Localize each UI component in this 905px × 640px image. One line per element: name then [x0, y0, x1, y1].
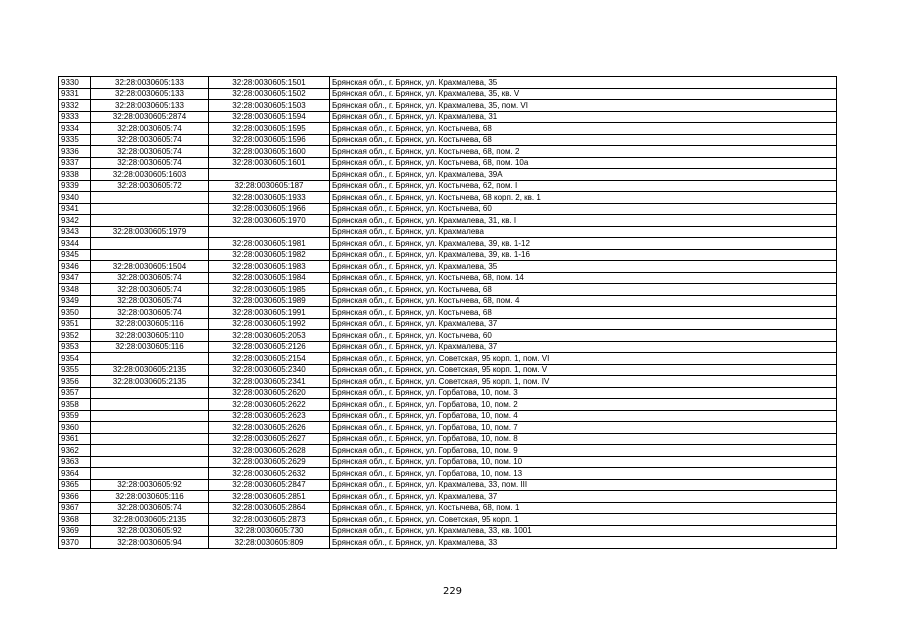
table-row	[59, 272, 837, 284]
cell-parent-cadastral-number: 32:28:0030605:116	[91, 318, 209, 330]
cell-address: Брянская обл., г. Брянск, ул. Костычева, 68	[330, 134, 837, 146]
table-row	[59, 238, 837, 250]
table-row	[59, 146, 837, 158]
cell-cadastral-number: 32:28:0030605:187	[209, 180, 330, 192]
cell-parent-cadastral-number	[91, 215, 209, 227]
cell-address: Брянская обл., г. Брянск, ул. Костычева, 68	[330, 307, 837, 319]
cell-row-number: 9335	[59, 134, 91, 146]
cell-row-number: 9369	[59, 525, 91, 537]
cell-cadastral-number: 32:28:0030605:1970	[209, 215, 330, 227]
cell-cadastral-number: 32:28:0030605:1596	[209, 134, 330, 146]
cell-address: Брянская обл., г. Брянск, ул. Крахмалева, 39, кв. 1-16	[330, 249, 837, 261]
cell-address: Брянская обл., г. Брянск, ул. Горбатова, 10, пом. 4	[330, 410, 837, 422]
cell-cadastral-number: 32:28:0030605:2622	[209, 399, 330, 411]
cell-cadastral-number: 32:28:0030605:2873	[209, 514, 330, 526]
cell-cadastral-number: 32:28:0030605:1966	[209, 203, 330, 215]
cell-cadastral-number: 32:28:0030605:1601	[209, 157, 330, 169]
cell-parent-cadastral-number	[91, 410, 209, 422]
cell-address: Брянская обл., г. Брянск, ул. Костычева, 60	[330, 203, 837, 215]
cell-address: Брянская обл., г. Брянск, ул. Крахмалева, 39А	[330, 169, 837, 181]
cell-cadastral-number: 32:28:0030605:2623	[209, 410, 330, 422]
cell-cadastral-number: 32:28:0030605:2154	[209, 353, 330, 365]
cell-address: Брянская обл., г. Брянск, ул. Крахмалева, 35	[330, 77, 837, 89]
cell-cadastral-number: 32:28:0030605:2126	[209, 341, 330, 353]
cell-row-number: 9330	[59, 77, 91, 89]
table-row	[59, 169, 837, 181]
table-row	[59, 445, 837, 457]
cell-address: Брянская обл., г. Брянск, ул. Горбатова, 10, пом. 9	[330, 445, 837, 457]
cell-row-number: 9359	[59, 410, 91, 422]
cell-cadastral-number	[209, 169, 330, 181]
cell-parent-cadastral-number	[91, 433, 209, 445]
cell-parent-cadastral-number: 32:28:0030605:1603	[91, 169, 209, 181]
cell-cadastral-number: 32:28:0030605:2628	[209, 445, 330, 457]
table-row	[59, 100, 837, 112]
cell-parent-cadastral-number: 32:28:0030605:74	[91, 146, 209, 158]
cell-row-number: 9350	[59, 307, 91, 319]
registry-table	[58, 76, 837, 549]
cell-parent-cadastral-number: 32:28:0030605:2135	[91, 514, 209, 526]
cell-row-number: 9341	[59, 203, 91, 215]
cell-parent-cadastral-number: 32:28:0030605:2874	[91, 111, 209, 123]
table-row	[59, 261, 837, 273]
cell-cadastral-number: 32:28:0030605:1600	[209, 146, 330, 158]
cell-row-number: 9362	[59, 445, 91, 457]
cell-row-number: 9349	[59, 295, 91, 307]
cell-parent-cadastral-number: 32:28:0030605:94	[91, 537, 209, 549]
cell-cadastral-number: 32:28:0030605:2847	[209, 479, 330, 491]
cell-row-number: 9333	[59, 111, 91, 123]
cell-cadastral-number: 32:28:0030605:730	[209, 525, 330, 537]
table-row	[59, 479, 837, 491]
cell-row-number: 9368	[59, 514, 91, 526]
table-row	[59, 203, 837, 215]
page-number: 229	[442, 586, 463, 597]
table-row	[59, 387, 837, 399]
cell-cadastral-number: 32:28:0030605:1991	[209, 307, 330, 319]
cell-parent-cadastral-number: 32:28:0030605:133	[91, 77, 209, 89]
cell-parent-cadastral-number: 32:28:0030605:116	[91, 491, 209, 503]
cell-address: Брянская обл., г. Брянск, ул. Советская, 95 корп. 1, пом. VI	[330, 353, 837, 365]
cell-row-number: 9339	[59, 180, 91, 192]
cell-address: Брянская обл., г. Брянск, ул. Советская, 95 корп. 1, пом. V	[330, 364, 837, 376]
cell-parent-cadastral-number	[91, 445, 209, 457]
cell-parent-cadastral-number: 32:28:0030605:74	[91, 134, 209, 146]
cell-parent-cadastral-number: 32:28:0030605:2135	[91, 364, 209, 376]
cell-row-number: 9365	[59, 479, 91, 491]
cell-address: Брянская обл., г. Брянск, ул. Костычева, 68, пом. 4	[330, 295, 837, 307]
cell-cadastral-number: 32:28:0030605:1982	[209, 249, 330, 261]
cell-row-number: 9351	[59, 318, 91, 330]
cell-address: Брянская обл., г. Брянск, ул. Костычева, 68, пом. 2	[330, 146, 837, 158]
cell-address: Брянская обл., г. Брянск, ул. Крахмалева, 33	[330, 537, 837, 549]
cell-cadastral-number: 32:28:0030605:1985	[209, 284, 330, 296]
cell-row-number: 9364	[59, 468, 91, 480]
cell-parent-cadastral-number: 32:28:0030605:74	[91, 272, 209, 284]
cell-cadastral-number: 32:28:0030605:1992	[209, 318, 330, 330]
cell-address: Брянская обл., г. Брянск, ул. Костычева, 60	[330, 330, 837, 342]
cell-row-number: 9367	[59, 502, 91, 514]
cell-row-number: 9332	[59, 100, 91, 112]
cell-row-number: 9356	[59, 376, 91, 388]
cell-row-number: 9366	[59, 491, 91, 503]
table-row	[59, 111, 837, 123]
table-row	[59, 514, 837, 526]
table-row	[59, 215, 837, 227]
cell-address: Брянская обл., г. Брянск, ул. Костычева, 68, пом. 1	[330, 502, 837, 514]
cell-cadastral-number: 32:28:0030605:2341	[209, 376, 330, 388]
cell-address: Брянская обл., г. Брянск, ул. Крахмалева, 37	[330, 491, 837, 503]
cell-parent-cadastral-number: 32:28:0030605:74	[91, 502, 209, 514]
cell-parent-cadastral-number: 32:28:0030605:72	[91, 180, 209, 192]
cell-cadastral-number: 32:28:0030605:1933	[209, 192, 330, 204]
cell-address: Брянская обл., г. Брянск, ул. Крахмалева, 33, кв. 1001	[330, 525, 837, 537]
cell-parent-cadastral-number: 32:28:0030605:74	[91, 157, 209, 169]
cell-row-number: 9338	[59, 169, 91, 181]
cell-address: Брянская обл., г. Брянск, ул. Костычева, 68, пом. 10а	[330, 157, 837, 169]
cell-parent-cadastral-number	[91, 387, 209, 399]
cell-parent-cadastral-number: 32:28:0030605:74	[91, 307, 209, 319]
table-row	[59, 249, 837, 261]
table-row	[59, 226, 837, 238]
cell-cadastral-number: 32:28:0030605:1984	[209, 272, 330, 284]
cell-address: Брянская обл., г. Брянск, ул. Крахмалева, 37	[330, 341, 837, 353]
table-row	[59, 410, 837, 422]
registry-table-body	[59, 77, 837, 549]
cell-cadastral-number: 32:28:0030605:2620	[209, 387, 330, 399]
cell-row-number: 9360	[59, 422, 91, 434]
cell-cadastral-number: 32:28:0030605:1981	[209, 238, 330, 250]
table-row	[59, 537, 837, 549]
cell-parent-cadastral-number	[91, 422, 209, 434]
cell-parent-cadastral-number	[91, 468, 209, 480]
cell-row-number: 9344	[59, 238, 91, 250]
cell-parent-cadastral-number: 32:28:0030605:74	[91, 295, 209, 307]
cell-cadastral-number: 32:28:0030605:2053	[209, 330, 330, 342]
cell-address: Брянская обл., г. Брянск, ул. Советская, 95 корп. 1, пом. IV	[330, 376, 837, 388]
cell-row-number: 9354	[59, 353, 91, 365]
cell-cadastral-number: 32:28:0030605:2851	[209, 491, 330, 503]
cell-row-number: 9370	[59, 537, 91, 549]
cell-cadastral-number	[209, 226, 330, 238]
cell-cadastral-number: 32:28:0030605:2632	[209, 468, 330, 480]
cell-address: Брянская обл., г. Брянск, ул. Крахмалева, 35, кв. V	[330, 88, 837, 100]
cell-row-number: 9346	[59, 261, 91, 273]
cell-address: Брянская обл., г. Брянск, ул. Крахмалева	[330, 226, 837, 238]
table-row	[59, 318, 837, 330]
cell-parent-cadastral-number: 32:28:0030605:74	[91, 123, 209, 135]
cell-cadastral-number: 32:28:0030605:1595	[209, 123, 330, 135]
table-row	[59, 353, 837, 365]
table-row	[59, 284, 837, 296]
cell-address: Брянская обл., г. Брянск, ул. Крахмалева, 35	[330, 261, 837, 273]
table-row	[59, 134, 837, 146]
cell-address: Брянская обл., г. Брянск, ул. Костычева, 62, пом. I	[330, 180, 837, 192]
table-row	[59, 77, 837, 89]
cell-parent-cadastral-number: 32:28:0030605:110	[91, 330, 209, 342]
cell-row-number: 9336	[59, 146, 91, 158]
cell-row-number: 9348	[59, 284, 91, 296]
cell-parent-cadastral-number: 32:28:0030605:1979	[91, 226, 209, 238]
cell-row-number: 9334	[59, 123, 91, 135]
cell-address: Брянская обл., г. Брянск, ул. Горбатова, 10, пом. 2	[330, 399, 837, 411]
cell-address: Брянская обл., г. Брянск, ул. Горбатова, 10, пом. 13	[330, 468, 837, 480]
cell-parent-cadastral-number	[91, 249, 209, 261]
table-row	[59, 364, 837, 376]
cell-row-number: 9345	[59, 249, 91, 261]
cell-row-number: 9355	[59, 364, 91, 376]
cell-parent-cadastral-number: 32:28:0030605:92	[91, 479, 209, 491]
cell-parent-cadastral-number: 32:28:0030605:2135	[91, 376, 209, 388]
cell-row-number: 9361	[59, 433, 91, 445]
cell-address: Брянская обл., г. Брянск, ул. Советская, 95 корп. 1	[330, 514, 837, 526]
cell-cadastral-number: 32:28:0030605:1983	[209, 261, 330, 273]
table-row	[59, 157, 837, 169]
table-row	[59, 456, 837, 468]
table-row	[59, 468, 837, 480]
cell-address: Брянская обл., г. Брянск, ул. Горбатова, 10, пом. 10	[330, 456, 837, 468]
table-row	[59, 123, 837, 135]
table-row	[59, 192, 837, 204]
cell-parent-cadastral-number: 32:28:0030605:1504	[91, 261, 209, 273]
cell-address: Брянская обл., г. Брянск, ул. Костычева, 68, пом. 14	[330, 272, 837, 284]
cell-address: Брянская обл., г. Брянск, ул. Костычева, 68	[330, 284, 837, 296]
cell-row-number: 9353	[59, 341, 91, 353]
table-row	[59, 295, 837, 307]
cell-row-number: 9343	[59, 226, 91, 238]
cell-cadastral-number: 32:28:0030605:2864	[209, 502, 330, 514]
cell-address: Брянская обл., г. Брянск, ул. Горбатова, 10, пом. 3	[330, 387, 837, 399]
cell-cadastral-number: 32:28:0030605:809	[209, 537, 330, 549]
cell-cadastral-number: 32:28:0030605:2629	[209, 456, 330, 468]
cell-address: Брянская обл., г. Брянск, ул. Костычева, 68 корп. 2, кв. 1	[330, 192, 837, 204]
cell-address: Брянская обл., г. Брянск, ул. Горбатова, 10, пом. 8	[330, 433, 837, 445]
cell-parent-cadastral-number	[91, 399, 209, 411]
cell-parent-cadastral-number: 32:28:0030605:116	[91, 341, 209, 353]
table-row	[59, 502, 837, 514]
table-row	[59, 330, 837, 342]
table-row	[59, 433, 837, 445]
table-row	[59, 491, 837, 503]
cell-parent-cadastral-number: 32:28:0030605:74	[91, 284, 209, 296]
table-row	[59, 88, 837, 100]
cell-parent-cadastral-number: 32:28:0030605:133	[91, 100, 209, 112]
cell-row-number: 9337	[59, 157, 91, 169]
cell-address: Брянская обл., г. Брянск, ул. Горбатова, 10, пом. 7	[330, 422, 837, 434]
cell-address: Брянская обл., г. Брянск, ул. Крахмалева, 33, пом. III	[330, 479, 837, 491]
cell-row-number: 9342	[59, 215, 91, 227]
cell-parent-cadastral-number	[91, 353, 209, 365]
cell-parent-cadastral-number	[91, 238, 209, 250]
table-row	[59, 422, 837, 434]
table-row	[59, 399, 837, 411]
cell-parent-cadastral-number	[91, 203, 209, 215]
cell-cadastral-number: 32:28:0030605:1503	[209, 100, 330, 112]
table-row	[59, 376, 837, 388]
cell-row-number: 9358	[59, 399, 91, 411]
table-row	[59, 341, 837, 353]
cell-address: Брянская обл., г. Брянск, ул. Крахмалева, 31	[330, 111, 837, 123]
cell-parent-cadastral-number: 32:28:0030605:133	[91, 88, 209, 100]
cell-parent-cadastral-number: 32:28:0030605:92	[91, 525, 209, 537]
cell-address: Брянская обл., г. Брянск, ул. Костычева, 68	[330, 123, 837, 135]
cell-address: Брянская обл., г. Брянск, ул. Крахмалева, 35, пом. VI	[330, 100, 837, 112]
cell-cadastral-number: 32:28:0030605:1502	[209, 88, 330, 100]
cell-cadastral-number: 32:28:0030605:2340	[209, 364, 330, 376]
cell-cadastral-number: 32:28:0030605:1989	[209, 295, 330, 307]
cell-cadastral-number: 32:28:0030605:2627	[209, 433, 330, 445]
cell-address: Брянская обл., г. Брянск, ул. Крахмалева, 39, кв. 1-12	[330, 238, 837, 250]
cell-row-number: 9357	[59, 387, 91, 399]
cell-row-number: 9352	[59, 330, 91, 342]
cell-row-number: 9347	[59, 272, 91, 284]
cell-cadastral-number: 32:28:0030605:1594	[209, 111, 330, 123]
cell-address: Брянская обл., г. Брянск, ул. Крахмалева, 37	[330, 318, 837, 330]
cell-row-number: 9331	[59, 88, 91, 100]
table-row	[59, 180, 837, 192]
cell-parent-cadastral-number	[91, 192, 209, 204]
cell-row-number: 9363	[59, 456, 91, 468]
table-row	[59, 525, 837, 537]
cell-row-number: 9340	[59, 192, 91, 204]
table-row	[59, 307, 837, 319]
cell-cadastral-number: 32:28:0030605:1501	[209, 77, 330, 89]
cell-cadastral-number: 32:28:0030605:2626	[209, 422, 330, 434]
cell-address: Брянская обл., г. Брянск, ул. Крахмалева, 31, кв. I	[330, 215, 837, 227]
cell-parent-cadastral-number	[91, 456, 209, 468]
